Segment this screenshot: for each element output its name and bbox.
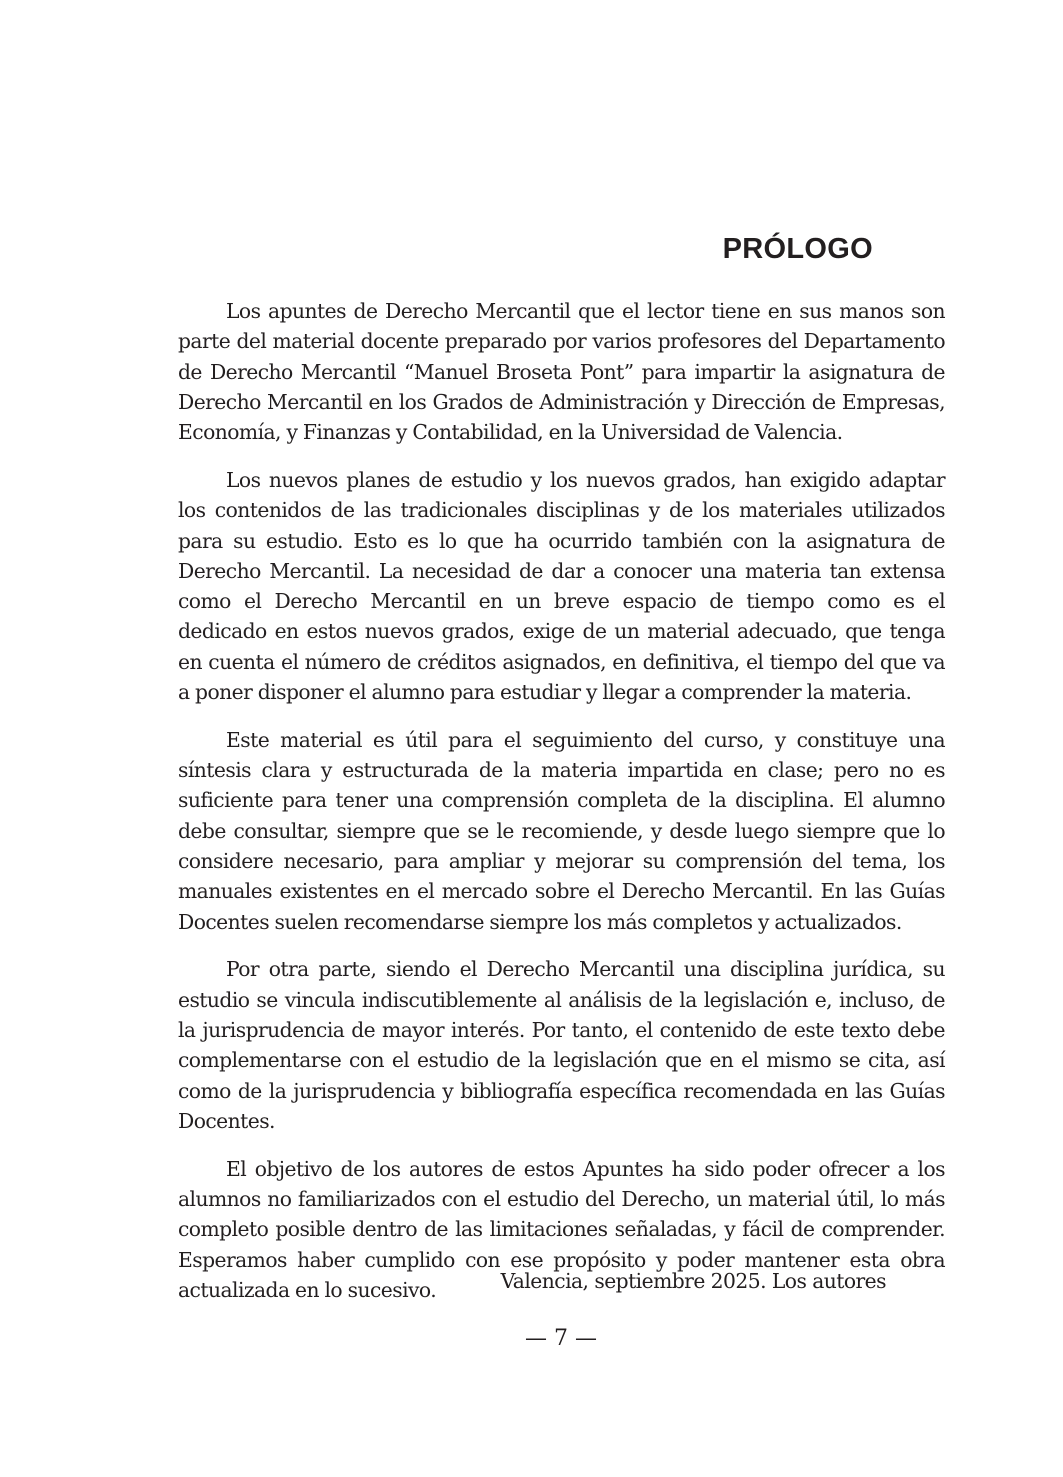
paragraph-4: Por otra parte, siendo el Derecho Mercantil una disciplina jurídica, su estudio se vincula indiscutiblemente al análisis de la legislación e, incluso, de la jurisprudencia de mayor interés. Por tanto, el contenido de este texto debe complementarse con el estudio de la legislación que en el mismo se cita, así como de la jurisprudencia y bibliografía específica recomendada en las Guías Docentes. — [178, 957, 945, 1133]
paragraph-1: Los apuntes de Derecho Mercantil que el lector tiene en sus manos son parte del material docente preparado por varios profesores del Departamento de Derecho Mercantil “Manuel Broseta Pont” para impartir la asignatura de Derecho Mercantil en los Grados de Administración y Dirección de Empresas, Economía, y Finanzas y Contabilidad, en la Universidad de Valencia. — [178, 299, 945, 445]
paragraph-2: Los nuevos planes de estudio y los nuevos grados, han exigido adaptar los contenidos de las tradicionales disciplinas y de los materiales utilizados para su estudio. Esto es lo que ha ocurrido también con la asignatura de Derecho Mercantil. La necesidad de dar a conocer una materia tan extensa como el Derecho Mercantil en un breve espacio de tiempo como es el dedicado en estos nuevos grados, exige de un material adecuado, que tenga en cuenta el número de créditos asignados, en definitiva, el tiempo del que va a poner disponer el alumno para estudiar y llegar a comprender la materia. — [178, 467, 945, 705]
paragraph-3: Este material es útil para el seguimiento del curso, y constituye una síntesis clara y estructurada de la materia impartida en clase; pero no es suficiente para tener una comprensión completa de la disciplina. El alumno debe consultar, siempre que se le recomiende, y desde luego siempre que lo considere necesario, para ampliar y mejorar su comprensión del tema, los manuales existentes en el mercado sobre el Derecho Mercantil. En las Guías Docentes suelen recomendarse siempre los más completos y actualizados. — [178, 727, 945, 934]
page-title: PRÓLOGO — [722, 233, 873, 265]
prologue-body — [178, 296, 945, 1305]
signature-line: Valencia, septiembre 2025. Los autores — [500, 1269, 886, 1293]
page-number: — 7 — — [525, 1326, 597, 1351]
paragraph-5: El objetivo de los autores de estos Apuntes ha sido poder ofrecer a los alumnos no familiarizados con el estudio del Derecho, un material útil, lo más completo posible dentro de las limitaciones señaladas, y fácil de comprender. Esperamos haber cumplido con ese propósito y poder mantener esta obra actualizada en lo sucesivo. — [178, 1156, 945, 1302]
